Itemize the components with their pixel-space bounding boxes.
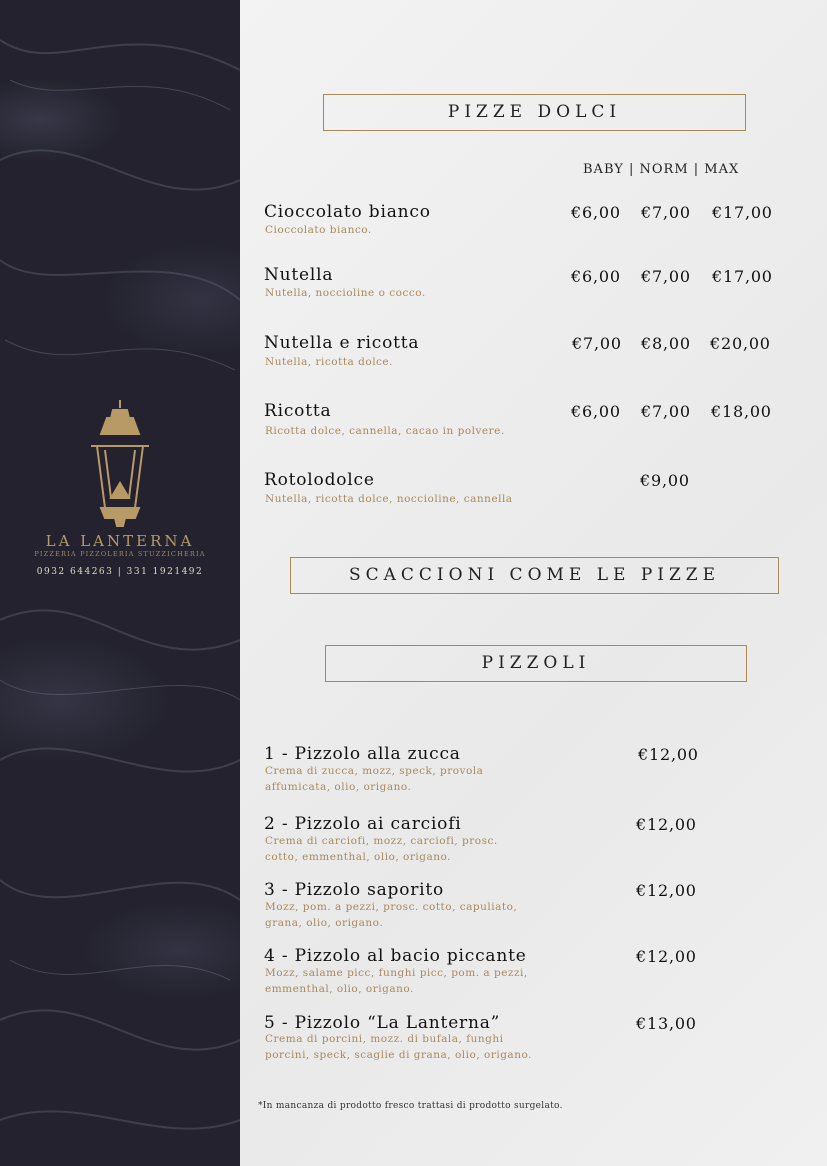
section-title-scaccioni: SCACCIONI COME LE PIZZE bbox=[290, 557, 779, 594]
item-name: Rotolodolce bbox=[264, 470, 375, 490]
price-baby: €6,00 bbox=[571, 402, 621, 421]
item-name: 3 - Pizzolo saporito bbox=[264, 880, 445, 900]
price-single: €12,00 bbox=[636, 815, 697, 834]
item-desc: Crema di zucca, mozz, speck, provola bbox=[265, 765, 484, 777]
item-desc: Mozz, pom. a pezzi, prosc. cotto, capuliato, bbox=[265, 901, 518, 913]
item-name: Nutella e ricotta bbox=[264, 333, 420, 353]
item-desc: Ricotta dolce, cannella, cacao in polvere. bbox=[265, 425, 505, 437]
item-name: 4 - Pizzolo al bacio piccante bbox=[264, 946, 527, 966]
item-name: 2 - Pizzolo ai carciofi bbox=[264, 814, 462, 834]
item-desc: grana, olio, origano. bbox=[265, 917, 384, 929]
price-baby: €6,00 bbox=[571, 203, 621, 222]
sidebar-panel bbox=[0, 0, 240, 1166]
item-name: Ricotta bbox=[264, 401, 332, 421]
price-max: €17,00 bbox=[712, 203, 773, 222]
item-desc: Nutella, noccioline o cocco. bbox=[265, 287, 426, 299]
item-desc: Nutella, ricotta dolce, noccioline, cannella bbox=[265, 493, 513, 505]
size-columns-header: BABY | NORM | MAX bbox=[583, 162, 740, 177]
item-name: Nutella bbox=[264, 265, 334, 285]
marble-texture bbox=[0, 0, 240, 1166]
item-desc: affumicata, olio, origano. bbox=[265, 781, 412, 793]
price-max: €20,00 bbox=[710, 334, 771, 353]
price-max: €17,00 bbox=[712, 267, 773, 286]
price-single: €12,00 bbox=[636, 947, 697, 966]
footnote: *In mancanza di prodotto fresco trattasi di prodotto surgelato. bbox=[258, 1101, 563, 1111]
item-desc: Crema di carciofi, mozz, carciofi, prosc. bbox=[265, 835, 498, 847]
phone-numbers: 0932 644263 | 331 1921492 bbox=[36, 567, 204, 577]
price-norm: €7,00 bbox=[641, 267, 691, 286]
brand-name: LA LANTERNA bbox=[45, 532, 195, 550]
item-desc: Mozz, salame picc, funghi picc, pom. a pezzi, bbox=[265, 967, 528, 979]
item-desc: Crema di porcini, mozz. di bufala, funghi bbox=[265, 1033, 504, 1045]
price-baby: €7,00 bbox=[572, 334, 622, 353]
item-name: Cioccolato bianco bbox=[264, 202, 431, 222]
lantern-icon bbox=[0, 398, 240, 532]
price-single: €12,00 bbox=[638, 745, 699, 764]
item-name: 5 - Pizzolo “La Lanterna” bbox=[264, 1013, 501, 1033]
price-baby: €6,00 bbox=[571, 267, 621, 286]
price-norm: €7,00 bbox=[641, 402, 691, 421]
price-single: €13,00 bbox=[636, 1014, 697, 1033]
item-desc: cotto, emmenthal, olio, origano. bbox=[265, 851, 451, 863]
item-desc: porcini, speck, scaglie di grana, olio, origano. bbox=[265, 1049, 532, 1061]
price-max: €18,00 bbox=[711, 402, 772, 421]
brand-tagline: PIZZERIA PIZZOLERIA STUZZICHERIA bbox=[34, 550, 206, 558]
price-single: €9,00 bbox=[640, 471, 690, 490]
price-single: €12,00 bbox=[636, 881, 697, 900]
price-norm: €8,00 bbox=[641, 334, 691, 353]
section-title-pizze-dolci: PIZZE DOLCI bbox=[323, 94, 746, 131]
item-desc: Nutella, ricotta dolce. bbox=[265, 356, 393, 368]
item-desc: emmenthal, olio, origano. bbox=[265, 983, 414, 995]
price-norm: €7,00 bbox=[641, 203, 691, 222]
section-title-pizzoli: PIZZOLI bbox=[325, 645, 747, 682]
item-desc: Cioccolato bianco. bbox=[265, 224, 372, 236]
item-name: 1 - Pizzolo alla zucca bbox=[264, 744, 461, 764]
